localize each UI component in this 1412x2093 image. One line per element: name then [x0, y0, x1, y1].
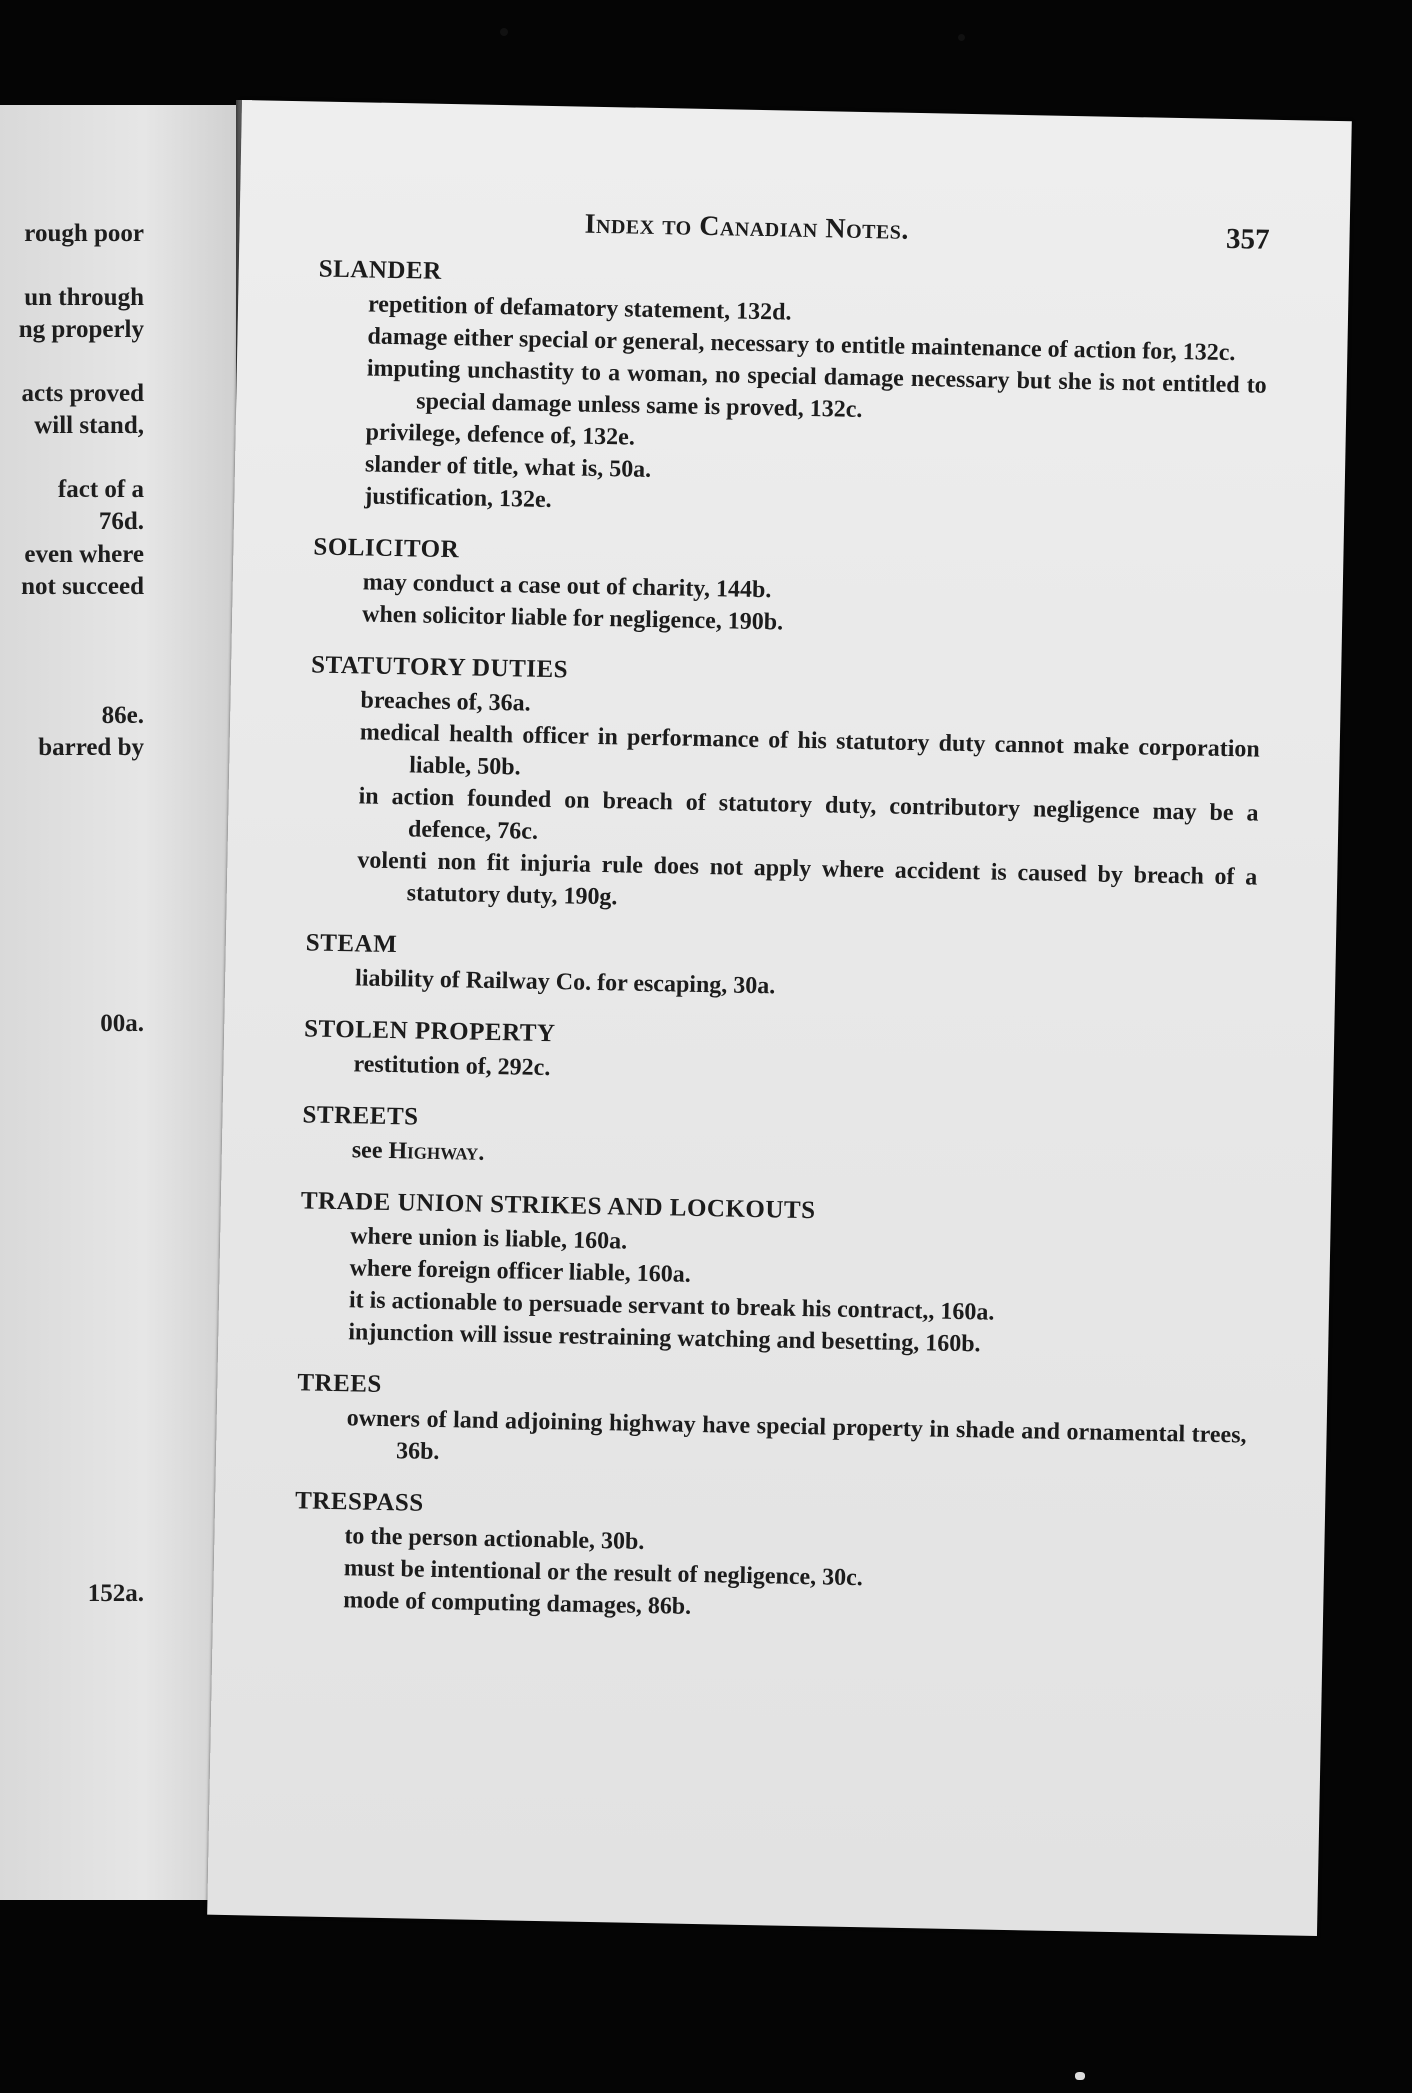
- entry-subitem: when solicitor liable for negligence, 190b.: [361, 601, 784, 636]
- index-entry: [307, 649, 1262, 925]
- facing-page-fragment: 00a.: [100, 1010, 144, 1037]
- running-header: [319, 204, 1270, 262]
- entry-heading: STATUTORY DUTIES: [310, 651, 569, 684]
- entry-subitem: restitution of, 292c.: [353, 1051, 551, 1082]
- entry-heading: SLANDER: [318, 255, 442, 285]
- entry-subitem: owners of land adjoining highway have special property in shade and ornamental trees, 36b.: [346, 1405, 1247, 1466]
- running-header-title: Index to Canadian Notes.: [584, 208, 910, 246]
- entry-subitem: it is actionable to persuade servant to break his contract,, 160a.: [348, 1287, 995, 1326]
- scan-speck: [1075, 2072, 1085, 2080]
- entry-subitem: slander of title, what is, 50a.: [364, 451, 652, 483]
- facing-page-fragment: acts proved: [21, 380, 144, 407]
- entry-heading: STEAM: [305, 929, 398, 959]
- entry-subitem: in action founded on breach of statutory duty, contributory negligence may be a defence, 76c.: [358, 783, 1259, 845]
- entry-subitem: privilege, defence of, 132e.: [365, 419, 636, 451]
- entry-subitem: liability of Railway Co. for escaping, 30a.: [354, 965, 776, 1000]
- entry-subitem: justification, 132e.: [364, 483, 552, 514]
- entry-heading: STOLEN PROPERTY: [303, 1015, 556, 1048]
- facing-page-fragment: even where: [24, 541, 144, 568]
- index-entry: [302, 1099, 1253, 1183]
- cross-reference-prefix: see: [351, 1137, 383, 1164]
- index-entry: [298, 1185, 1251, 1365]
- page-content: [293, 208, 1270, 1654]
- index-entry: [312, 531, 1264, 647]
- cross-reference-target: Highway.: [388, 1138, 485, 1166]
- index-entry: [305, 927, 1256, 1011]
- entry-subitem: volenti non fit injuria rule does not apply where accident is caused by breach of a statutory duty, 190g.: [357, 847, 1258, 911]
- scan-speck: [500, 28, 508, 36]
- scan-speck: [958, 34, 965, 41]
- entry-subitem: breaches of, 36a.: [360, 687, 531, 717]
- facing-page-fragment: ng properly: [18, 316, 144, 343]
- index-entry: [296, 1367, 1248, 1483]
- facing-page-fragment: rough poor: [24, 220, 144, 247]
- index-entry: [314, 254, 1269, 530]
- entry-subitem: damage either special or general, necessary to entitle maintenance of action for, 132c.: [367, 323, 1236, 367]
- entry-subitem: must be intentional or the result of negligence, 30c.: [343, 1555, 864, 1592]
- facing-page-fragment: un through: [24, 284, 144, 311]
- facing-page-fragment: 76d.: [98, 508, 144, 535]
- entry-subitem: to the person actionable, 30b.: [344, 1523, 645, 1555]
- entry-subitem: injunction will issue restraining watching and besetting, 160b.: [348, 1319, 981, 1358]
- entry-heading: STREETS: [302, 1101, 419, 1131]
- entry-subitem: mode of computing damages, 86b.: [342, 1587, 692, 1620]
- index-entries: [293, 254, 1269, 1634]
- page-number: 357: [1225, 222, 1270, 256]
- entry-subitem: where union is liable, 160a.: [349, 1223, 628, 1255]
- index-entry: [293, 1485, 1245, 1633]
- facing-page-fragment: will stand,: [34, 412, 144, 439]
- facing-page-fragment: 86e.: [101, 702, 144, 729]
- entry-subitem: repetition of defamatory statement, 132d.: [367, 291, 792, 326]
- facing-page-fragment: not succeed: [21, 573, 144, 600]
- entry-heading: SOLICITOR: [313, 533, 460, 564]
- index-page: [207, 100, 1352, 1936]
- facing-page-fragment: 152a.: [87, 1580, 144, 1607]
- facing-page-fragment: barred by: [38, 734, 144, 761]
- facing-page-fragment: fact of a: [57, 476, 144, 503]
- entry-subitem: medical health officer in performance of his statutory duty cannot make corporation liable, 50b.: [359, 719, 1260, 781]
- entry-heading: TRADE UNION STRIKES AND LOCKOUTS: [300, 1187, 816, 1225]
- entry-subitem: may conduct a case out of charity, 144b.: [362, 569, 772, 604]
- entry-heading: TREES: [297, 1369, 383, 1398]
- entry-heading: TRESPASS: [294, 1487, 424, 1517]
- index-entry: [303, 1013, 1254, 1097]
- entry-subitem: imputing unchastity to a woman, no special damage necessary but she is not entitled to special damage unless same is proved, 132c.: [366, 355, 1267, 423]
- entry-subitem: where foreign officer liable, 160a.: [349, 1255, 692, 1288]
- facing-page-left: [0, 105, 240, 1900]
